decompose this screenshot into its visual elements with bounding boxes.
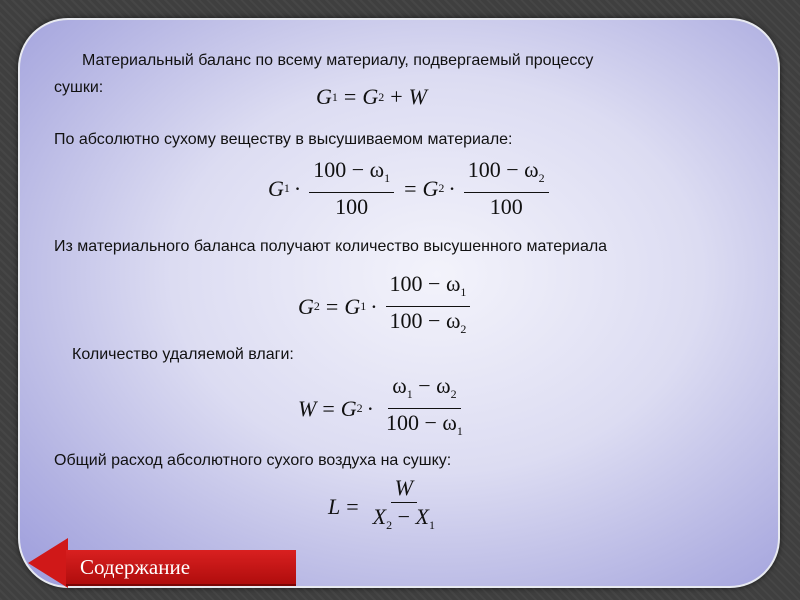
formula-index: 1 [406,387,413,401]
formula-operator: − [412,373,437,398]
fraction-denominator: 100 [335,194,369,219]
formula-index: 2 [386,518,393,532]
fraction-numerator: ω [392,373,407,398]
formula-symbol: W [298,395,317,421]
fraction-denominator: 100 − ω [385,410,457,435]
formula-operator: + [390,84,403,109]
fraction-denominator: X [415,504,429,529]
formula-operator: · [448,175,456,201]
formula-symbol: G [298,293,314,319]
formula-index: 1 [283,181,290,195]
fraction-denominator: 100 − ω [389,308,461,333]
slide-card [18,18,780,588]
formula-index: 1 [384,171,391,185]
formula-dry-substance [268,158,553,219]
fraction-numerator: 100 − ω [467,157,539,182]
paragraph-line: Из материального баланса получают количество высушенного материала [54,238,608,255]
paragraph-dried-amount [54,236,607,257]
formula-operator: · [293,175,302,201]
formula-fraction [369,476,439,537]
formula-fraction [386,272,471,341]
fraction-numerator: 100 − ω [389,271,461,296]
formula-fraction [464,158,549,219]
formula-index: 2 [460,322,467,336]
formula-operator: = [404,175,417,201]
paragraph-material-balance [82,50,593,71]
paragraph-material-balance-cont [54,77,103,98]
contents-button-label: Содержание [80,555,191,579]
formula-symbol: G [268,175,284,201]
formula-operator: = [346,493,359,519]
formula-index: 1 [456,424,463,438]
paragraph-line: По абсолютно сухому веществу в высушиваемом материале: [54,131,513,148]
formula-symbol: G [340,395,357,421]
paragraph-moisture-removed [72,344,294,365]
formula-symbol: G [316,84,332,109]
fraction-numerator: W [391,476,417,503]
formula-symbol: G [344,293,361,319]
formula-operator: = [322,395,335,421]
back-arrow-icon [28,538,68,588]
formula-index: 2 [378,89,385,104]
formula-index: 2 [438,181,445,195]
formula-index: 2 [450,387,457,401]
formula-operator: − [392,504,416,529]
formula-index: 1 [360,299,367,313]
formula-operator: · [366,395,374,421]
paragraph-line: Общий расход абсолютного сухого воздуха на сушку: [54,452,452,469]
paragraph-line: сушки: [54,79,104,96]
formula-index: 2 [538,171,545,185]
formula-operator: = [325,293,339,319]
formula-index: 1 [331,89,338,104]
formula-balance [316,84,427,110]
formula-air-consumption [328,476,443,537]
paragraph-line: Материальный баланс по всему материалу, подвергаемый процессу [82,52,594,69]
paragraph-air-consumption [54,450,451,471]
formula-moisture-removed [298,374,471,443]
formula-index: 1 [460,285,467,299]
formula-fraction [382,374,467,443]
formula-symbol: W [408,84,427,109]
formula-symbol: G [422,175,439,201]
fraction-numerator: 100 − ω [313,157,385,182]
formula-fraction [309,158,394,219]
formula-dried-amount [298,272,474,341]
formula-index: 1 [429,518,435,532]
paragraph-line: Количество удаляемой влаги: [72,346,294,363]
contents-back-button[interactable] [28,538,272,588]
formula-symbol: L [328,493,341,519]
formula-index: 2 [313,299,320,313]
fraction-numerator: ω [436,373,451,398]
formula-operator: = [343,84,357,109]
formula-operator: · [370,293,378,319]
fraction-denominator: X [372,504,387,529]
paragraph-dry-substance [54,129,513,150]
formula-index: 2 [356,401,363,415]
fraction-denominator: 100 [489,194,523,219]
formula-symbol: G [362,84,379,109]
